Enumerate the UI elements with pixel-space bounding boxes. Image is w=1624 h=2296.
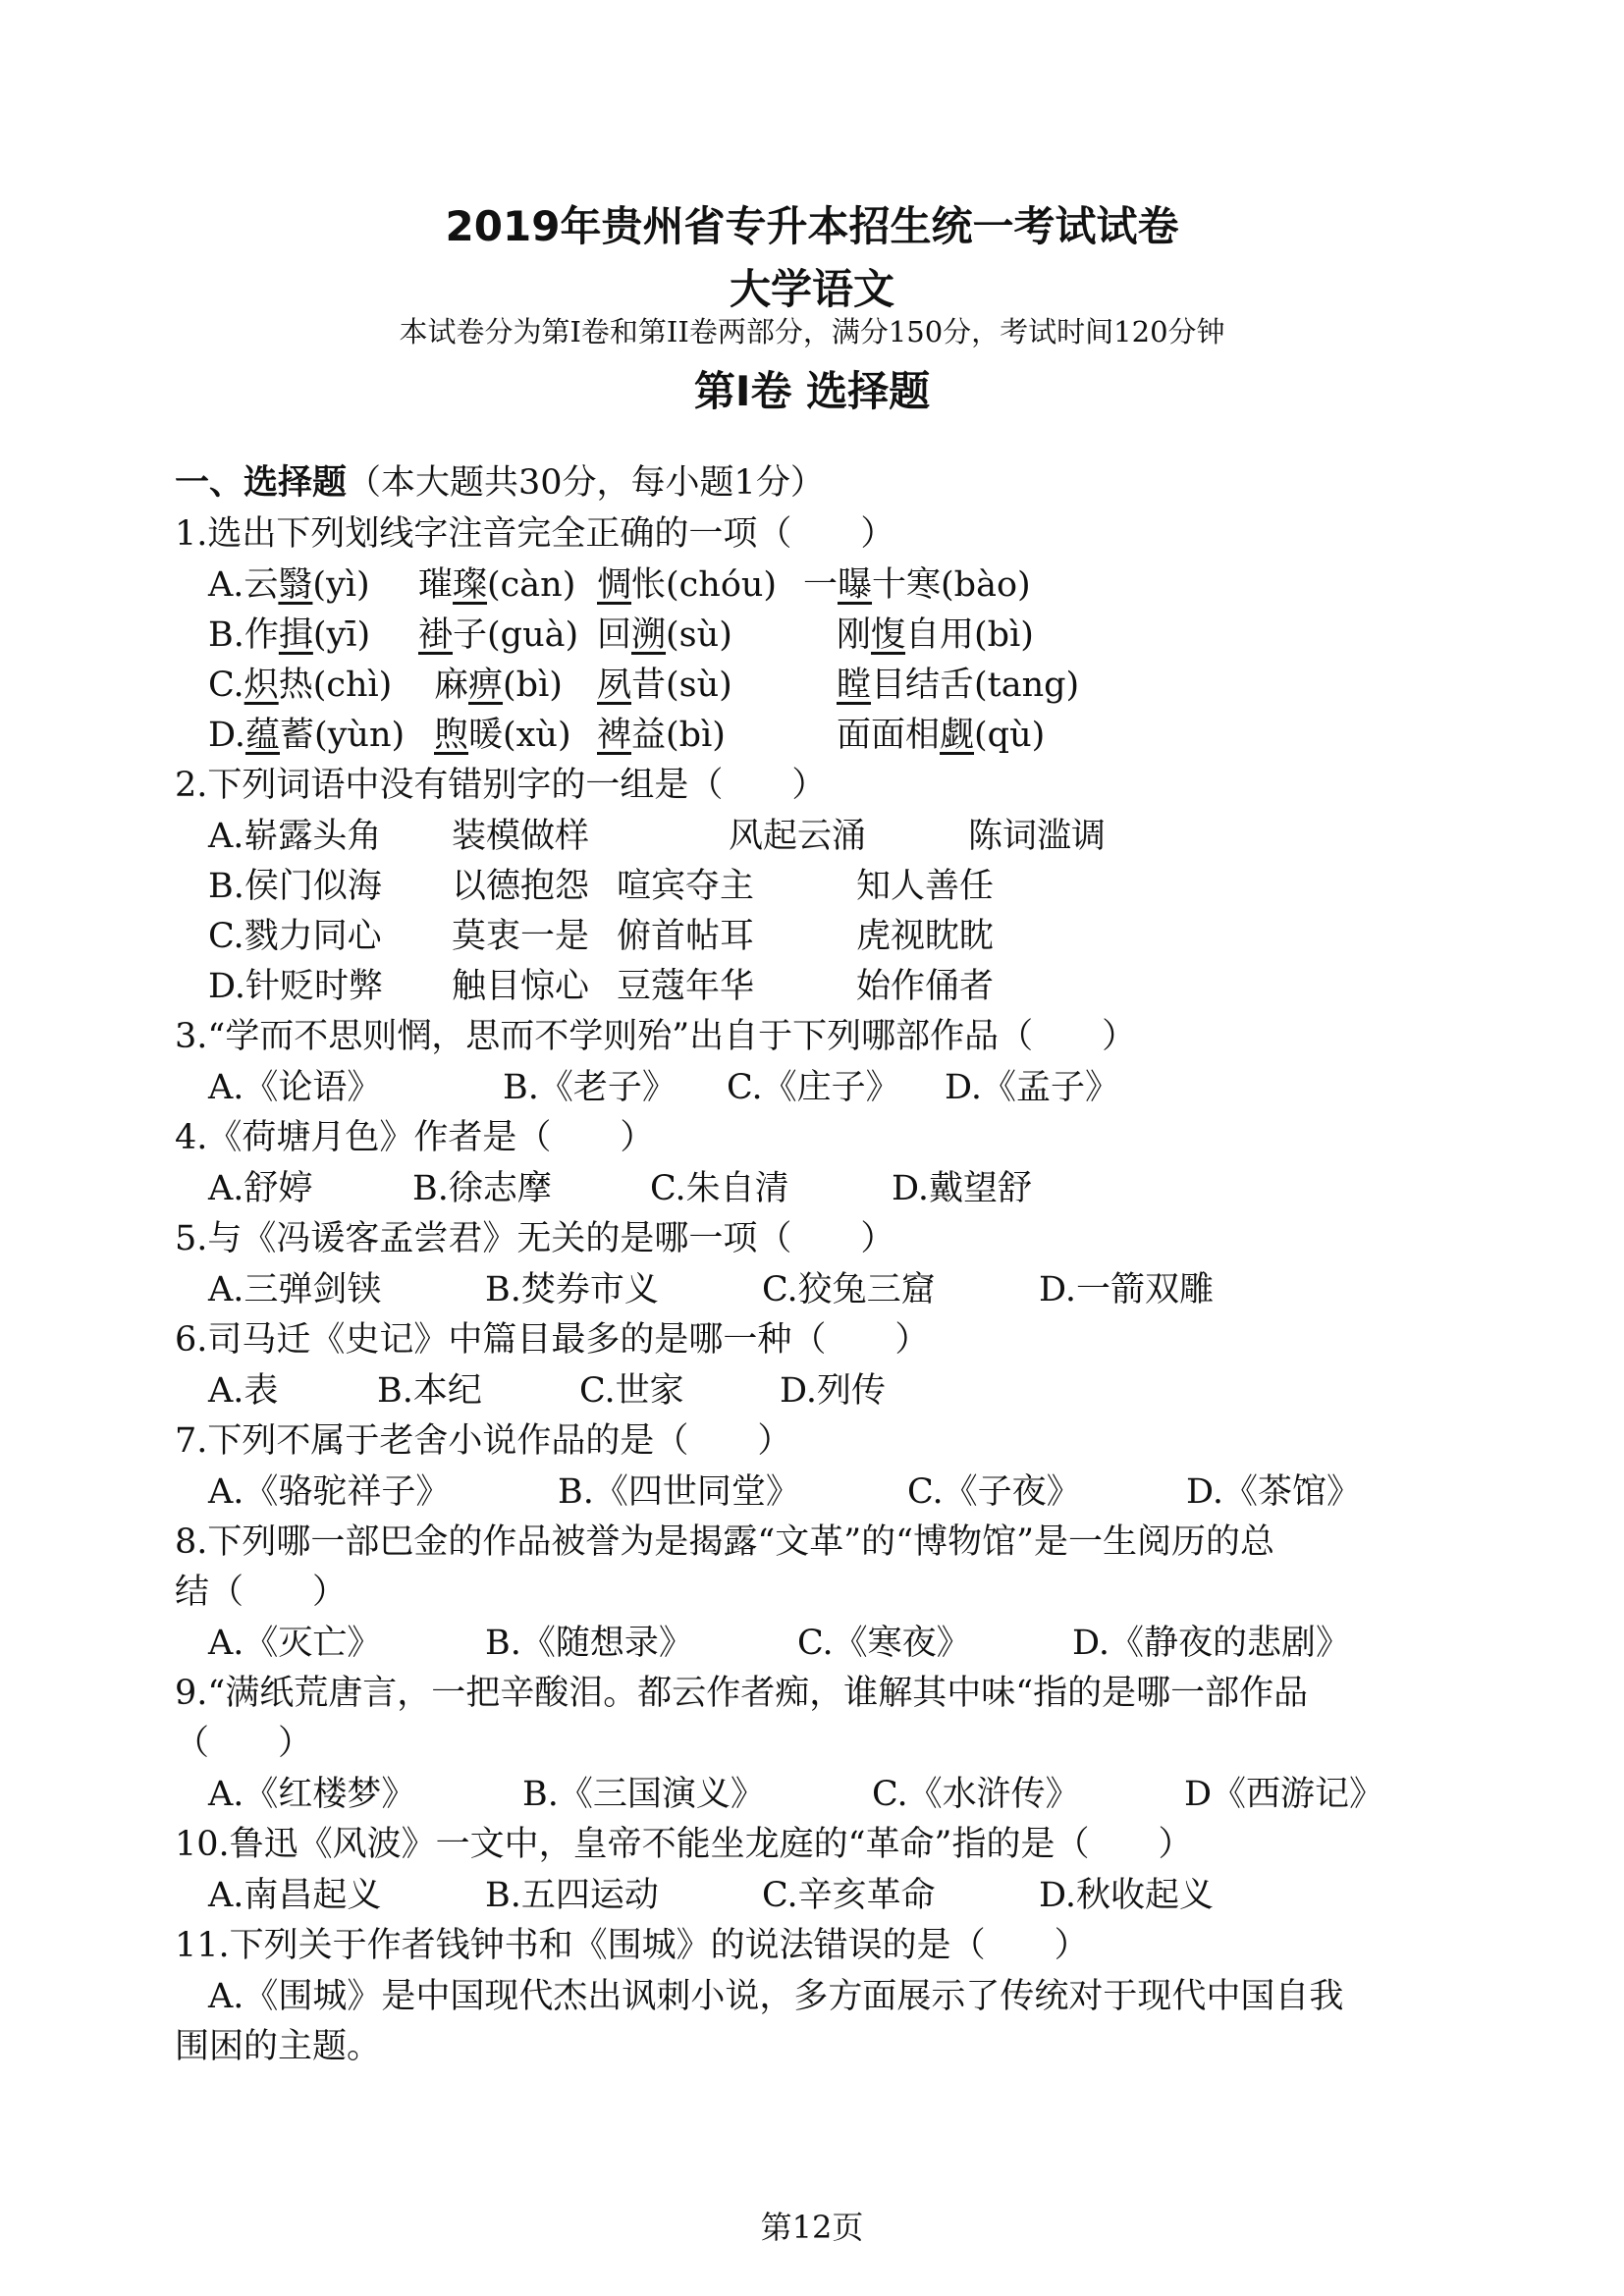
q2-a-word-4: 陈词滥调 [968, 817, 1107, 856]
q10-option-a: A.南昌起义 [208, 1876, 382, 1915]
question-8-stem-continued: 结（ ） [175, 1573, 348, 1612]
question-8-stem: 8.下列哪一部巴金的作品被誉为是揭露“文革”的“博物馆”是一生阅历的总 [175, 1522, 1274, 1562]
q1-b-item-2: 褂子(guà) [418, 615, 579, 655]
q9-option-d: D《西游记》 [1184, 1775, 1384, 1814]
q3-option-d: D.《孟子》 [945, 1068, 1119, 1107]
q8-option-c: C.《寒夜》 [797, 1624, 971, 1663]
q9-option-a: A.《红楼梦》 [208, 1775, 416, 1814]
q2-a-word-3: 风起云涌 [729, 817, 867, 856]
q2-c-word-2: 莫衷一是 [452, 917, 590, 956]
question-9-stem: 9.“满纸荒唐言，一把辛酸泪。都云作者痴，谁解其中味“指的是哪一部作品 [175, 1674, 1309, 1713]
question-4-stem: 4.《荷塘月色》作者是（ ） [175, 1118, 655, 1157]
q1-b-item-4: 刚愎自用(bì) [837, 615, 1034, 655]
q1-a-item-3: 惆怅(chóu) [597, 565, 778, 605]
q1-b-item-1: B.作揖(yī) [208, 615, 371, 655]
q1-a-item-4: 一曝十寒(bào) [803, 565, 1031, 605]
q3-option-c: C.《庄子》 [727, 1068, 900, 1107]
question-11-stem: 11.下列关于作者钱钟书和《围城》的说法错误的是（ ） [175, 1926, 1089, 1965]
q7-option-a: A.《骆驼祥子》 [208, 1472, 451, 1512]
q2-d-word-4: 始作俑者 [856, 967, 995, 1006]
q1-d-item-1: D.蕴蓄(yùn) [208, 716, 406, 755]
section-heading [175, 461, 825, 505]
question-5-stem: 5.与《冯谖客孟尝君》无关的是哪一项（ ） [175, 1219, 895, 1258]
page-number: 第12页 [760, 2209, 864, 2246]
q1-d-item-2: 煦暖(xù) [434, 716, 571, 755]
q4-option-d: D.戴望舒 [892, 1169, 1032, 1208]
q10-option-c: C.辛亥革命 [762, 1876, 936, 1915]
question-3-stem: 3.“学而不思则惘，思而不学则殆”出自于下列哪部作品（ ） [175, 1017, 1137, 1056]
q10-option-b: B.五四运动 [485, 1876, 659, 1915]
q11-option-a: A.《围城》是中国现代杰出讽刺小说，多方面展示了传统对于现代中国自我 [208, 1977, 1344, 2016]
question-2-stem: 2.下列词语中没有错别字的一组是（ ） [175, 766, 827, 805]
q5-option-c: C.狡兔三窟 [762, 1270, 936, 1309]
question-6-stem: 6.司马迁《史记》中篇目最多的是哪一种（ ） [175, 1320, 930, 1360]
q2-c-word-3: 俯首帖耳 [617, 917, 755, 956]
q10-option-d: D.秋收起义 [1039, 1876, 1214, 1915]
q2-d-word-1: D.针贬时弊 [208, 967, 383, 1006]
q6-option-b: B.本纪 [377, 1371, 482, 1411]
q5-option-d: D.一箭双雕 [1039, 1270, 1214, 1309]
q5-option-a: A.三弹剑铗 [208, 1270, 382, 1309]
q1-c-item-2: 麻痹(bì) [434, 666, 563, 705]
q9-option-c: C.《水浒传》 [872, 1775, 1080, 1814]
subject-title: 大学语文 [729, 265, 894, 313]
q7-option-d: D.《茶馆》 [1186, 1472, 1361, 1512]
q4-option-b: B.徐志摩 [412, 1169, 552, 1208]
q4-option-a: A.舒婷 [208, 1169, 313, 1208]
q2-d-word-2: 触目惊心 [452, 967, 590, 1006]
q8-option-d: D.《静夜的悲剧》 [1072, 1624, 1350, 1663]
q2-a-word-1: A.崭露头角 [208, 817, 382, 856]
q5-option-b: B.焚券市义 [485, 1270, 659, 1309]
q2-c-word-1: C.戮力同心 [208, 917, 382, 956]
q1-a-item-2: 璀璨(càn) [418, 565, 576, 605]
q4-option-c: C.朱自清 [650, 1169, 789, 1208]
exam-title: 2019年贵州省专升本招生统一考试试卷 [445, 202, 1179, 250]
q1-c-item-4: 瞠目结舌(tang) [837, 666, 1080, 705]
q6-option-c: C.世家 [579, 1371, 684, 1411]
q8-option-a: A.《灭亡》 [208, 1624, 382, 1663]
question-7-stem: 7.下列不属于老舍小说作品的是（ ） [175, 1421, 792, 1461]
q6-option-a: A.表 [208, 1371, 279, 1411]
q7-option-c: C.《子夜》 [907, 1472, 1081, 1512]
q1-c-item-1: C.炽热(chì) [208, 666, 393, 705]
question-1-stem: 1.选出下列划线字注音完全正确的一项（ ） [175, 514, 895, 554]
q3-option-b: B.《老子》 [503, 1068, 677, 1107]
q2-c-word-4: 虎视眈眈 [856, 917, 995, 956]
section-heading-note: （本大题共30分，每小题1分） [347, 463, 825, 503]
q1-a-item-1: A.云翳(yì) [208, 565, 370, 605]
q8-option-b: B.《随想录》 [485, 1624, 693, 1663]
q7-option-b: B.《四世同堂》 [558, 1472, 800, 1512]
q1-d-item-4: 面面相觑(qù) [837, 716, 1046, 755]
question-9-stem-continued: （ ） [175, 1724, 313, 1763]
section-heading-label: 一、选择题 [175, 463, 348, 503]
q2-b-word-2: 以德抱怨 [452, 867, 590, 906]
q2-a-word-2: 装模做样 [452, 817, 590, 856]
q6-option-d: D.列传 [780, 1371, 886, 1411]
part-title: 第I卷 选择题 [693, 367, 931, 415]
q1-c-item-3: 夙昔(sù) [597, 666, 732, 705]
question-10-stem: 10.鲁迅《风波》一文中，皇帝不能坐龙庭的“革命”指的是（ ） [175, 1825, 1193, 1864]
q1-b-item-3: 回溯(sù) [597, 615, 732, 655]
q11-option-a-continued: 围困的主题。 [175, 2027, 382, 2066]
q9-option-b: B.《三国演义》 [522, 1775, 765, 1814]
exam-note: 本试卷分为第I卷和第II卷两部分，满分150分，考试时间120分钟 [399, 315, 1225, 348]
q3-option-a: A.《论语》 [208, 1068, 382, 1107]
q2-b-word-1: B.侯门似海 [208, 867, 382, 906]
q2-b-word-4: 知人善任 [856, 867, 995, 906]
q2-b-word-3: 喧宾夺主 [617, 867, 755, 906]
q1-d-item-3: 裨益(bì) [597, 716, 726, 755]
q2-d-word-3: 豆蔻年华 [617, 967, 755, 1006]
